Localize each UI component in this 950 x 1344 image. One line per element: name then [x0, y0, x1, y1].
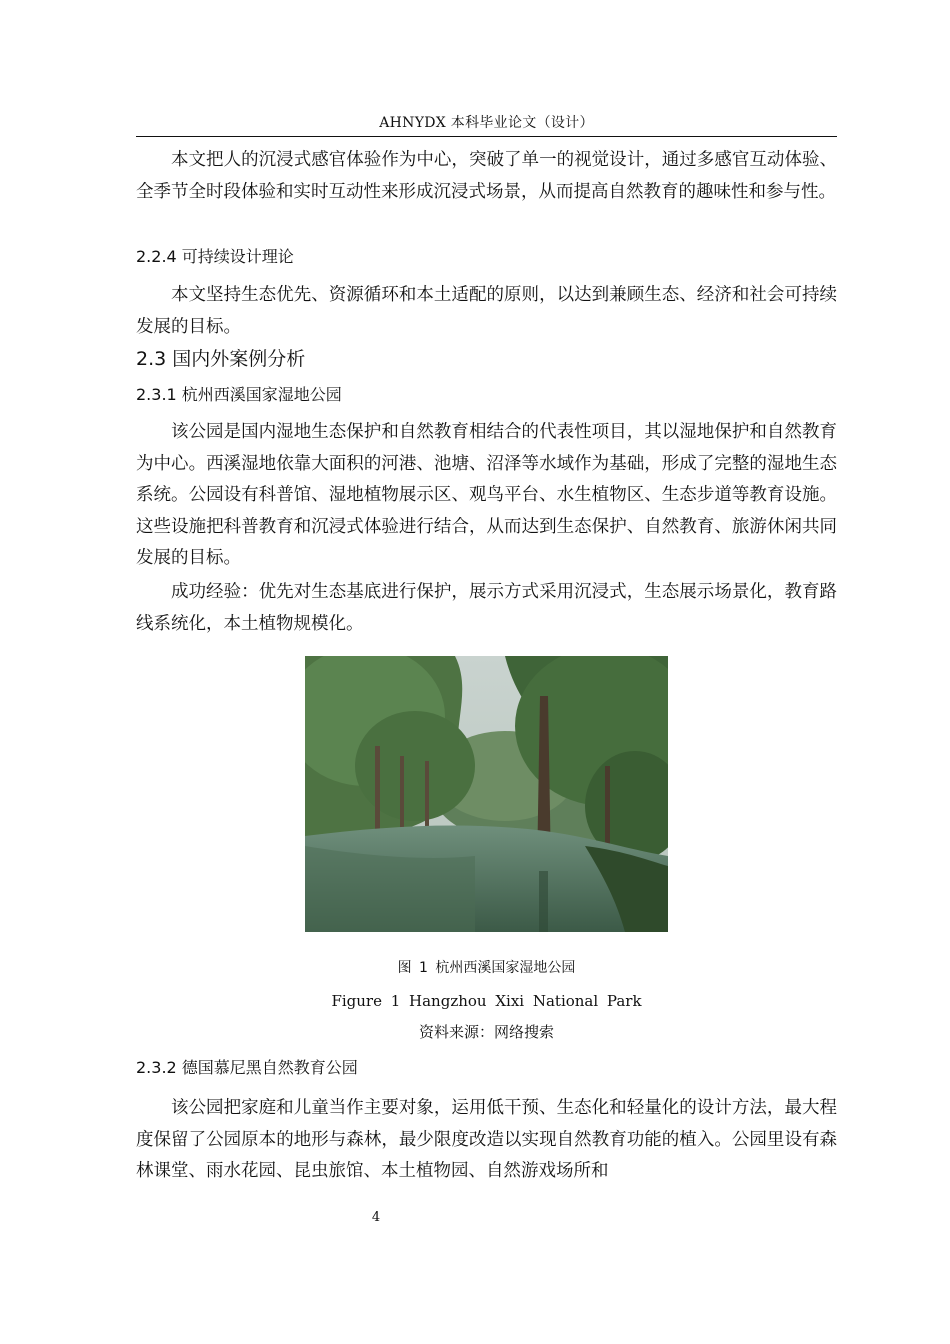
section-heading-2-3-1: 2.3.1 杭州西溪国家湿地公园 [136, 385, 342, 404]
section-heading-2-3-2: 2.3.2 德国慕尼黑自然教育公园 [136, 1058, 358, 1077]
paragraph-immersive-experience: 本文把人的沉浸式感官体验作为中心，突破了单一的视觉设计，通过多感官互动体验、全季节全时段体验和实时互动性来形成沉浸式场景，从而提高自然教育的趣味性和参与性。 [136, 150, 837, 202]
wetland-photo [305, 656, 668, 932]
paragraph-munich-park: 该公园把家庭和儿童当作主要对象，运用低干预、生态化和轻量化的设计方法，最大程度保留了公园原本的地形与森林，最少限度改造以实现自然教育功能的植入。公园里设有森林课堂、雨水花园、昆虫旅馆、本土植物园、自然游戏场所和 [136, 1098, 837, 1181]
page-number: 4 [371, 1210, 381, 1225]
figure-source: 资料来源：网络搜索 [418, 1023, 554, 1041]
figure-caption-english: Figure 1 Hangzhou Xixi National Park [331, 992, 642, 1010]
paragraph-xixi-wetland: 该公园是国内湿地生态保护和自然教育相结合的代表性项目，其以湿地保护和自然教育为中心。西溪湿地依靠大面积的河港、池塘、沼泽等水域作为基础，形成了完整的湿地生态系统。公园设有科普馆、湿地植物展示区、观鸟平台、水生植物区、生态步道等教育设施。这些设施把科普教育和沉浸式体验进行结合，从而达到生态保护、自然教育、旅游休闲共同发展的目标。 [136, 422, 837, 568]
figure-caption-chinese: 图 1 杭州西溪国家湿地公园 [397, 960, 576, 976]
paragraph-sustainable-design: 本文坚持生态优先、资源循环和本土适配的原则，以达到兼顾生态、经济和社会可持续发展的目标。 [136, 285, 837, 337]
section-heading-2-2-4: 2.2.4 可持续设计理论 [136, 247, 294, 266]
paragraph-success-experience: 成功经验：优先对生态基底进行保护，展示方式采用沉浸式，生态展示场景化，教育路线系统化，本土植物规模化。 [136, 582, 837, 634]
header-rule [136, 136, 837, 137]
section-heading-2-3: 2.3 国内外案例分析 [136, 348, 306, 370]
running-header: AHNYDX 本科毕业论文（设计） [379, 115, 594, 131]
